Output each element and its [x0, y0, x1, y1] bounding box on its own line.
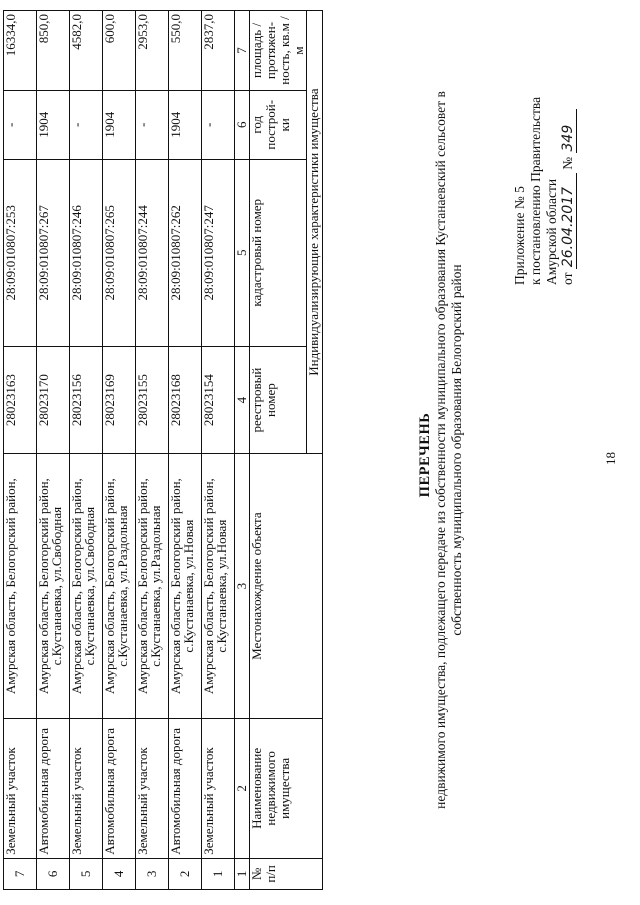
cell-cadastral: 28:09:010807:262	[169, 159, 202, 346]
cell-num: 3	[136, 858, 169, 889]
table-row	[70, 11, 103, 890]
cell-name: Земельный участок	[4, 718, 37, 858]
cell-cadastral: 28:09:010807:247	[202, 159, 235, 346]
cell-name: Автомобильная дорога	[103, 718, 136, 858]
location-line2: с.Кустанаевка, ул.Раздольная	[115, 505, 130, 667]
header-year: год построй-ки	[250, 90, 307, 159]
cell-num: 2	[169, 858, 202, 889]
header-cadastral: кадастровый номер	[250, 159, 307, 346]
cell-area: 2837,0	[202, 11, 235, 91]
cell-registry: 28023168	[169, 346, 202, 453]
location-line1: Амурская область, Белогорский район,	[135, 478, 150, 695]
cell-num: 5	[70, 858, 103, 889]
location-line2: с.Кустанаевка, ул.Раздольная	[148, 505, 163, 667]
cell-location	[4, 454, 37, 719]
cell-area: 600,0	[103, 11, 136, 91]
table-row	[103, 11, 136, 890]
header-name: Наименование недвижимого имущества	[250, 718, 323, 858]
location-line2: с.Кустанаевка, ул.Новая	[214, 519, 229, 653]
cell-cadastral: 28:09:010807:265	[103, 159, 136, 346]
cell-location	[103, 454, 136, 719]
cell-area: 16334,0	[4, 11, 37, 91]
header-registry: реестровый номер	[250, 346, 307, 453]
table-row	[202, 11, 235, 890]
appendix-line3: Амурской области	[544, 178, 559, 285]
header-group: Индивидуализирующие характеристики имущества	[307, 11, 323, 454]
location-line1: Амурская область, Белогорский район,	[36, 478, 51, 695]
table-body	[4, 11, 323, 890]
column-number: 4	[235, 346, 250, 453]
date-prefix: от	[560, 272, 575, 285]
cell-registry: 28023156	[70, 346, 103, 453]
number-prefix: №	[560, 156, 575, 170]
table-row	[169, 11, 202, 890]
location-line1: Амурская область, Белогорский район,	[168, 478, 183, 695]
cell-name: Автомобильная дорога	[37, 718, 70, 858]
cell-registry: 28023154	[202, 346, 235, 453]
cell-cadastral: 28:09:010807:244	[136, 159, 169, 346]
cell-num: 1	[202, 858, 235, 889]
cell-area: 4582,0	[70, 11, 103, 91]
location-line1: Амурская область, Белогорский район,	[201, 478, 216, 695]
cell-year: -	[202, 90, 235, 159]
cell-registry: 28023155	[136, 346, 169, 453]
cell-year: 1904	[37, 90, 70, 159]
subheader-row	[250, 11, 307, 890]
column-number: 6	[235, 90, 250, 159]
location-line1: Амурская область, Белогорский район,	[69, 478, 84, 695]
location-line1: Амурская область, Белогорский район,	[3, 478, 18, 695]
table-row	[4, 11, 37, 890]
cell-area: 550,0	[169, 11, 202, 91]
cell-location	[37, 454, 70, 719]
cell-num: 7	[4, 858, 37, 889]
table-row	[136, 11, 169, 890]
subtitle-line2: собственность муниципального образования Белогорский район	[449, 264, 464, 636]
cell-name: Земельный участок	[70, 718, 103, 858]
column-number: 1	[235, 858, 250, 889]
column-number: 5	[235, 159, 250, 346]
cell-registry: 28023170	[37, 346, 70, 453]
cell-cadastral: 28:09:010807:253	[4, 159, 37, 346]
cell-location	[136, 454, 169, 719]
column-number: 2	[235, 718, 250, 858]
table-row	[37, 11, 70, 890]
header-area: площадь / протяжен-ность, кв.м / м	[250, 11, 307, 91]
cell-registry: 28023163	[4, 346, 37, 453]
cell-registry: 28023169	[103, 346, 136, 453]
header-num: № п/п	[250, 858, 323, 889]
cell-year: -	[70, 90, 103, 159]
cell-year: 1904	[169, 90, 202, 159]
page-number: 18	[603, 452, 618, 465]
cell-location	[169, 454, 202, 719]
subtitle-line1: недвижимого имущества, подлежащего передаче из собственности муниципального образования Кустанаевский сельсовет в	[433, 91, 448, 809]
handwritten-number: 349	[560, 110, 577, 154]
cell-year: 1904	[103, 90, 136, 159]
cell-area: 2953,0	[136, 11, 169, 91]
cell-num: 4	[103, 858, 136, 889]
cell-cadastral: 28:09:010807:267	[37, 159, 70, 346]
column-number-row	[235, 11, 250, 890]
cell-year: -	[4, 90, 37, 159]
cell-year: -	[136, 90, 169, 159]
column-number: 7	[235, 11, 250, 91]
document-title: ПЕРЕЧЕНЬ	[417, 412, 433, 498]
cell-cadastral: 28:09:010807:246	[70, 159, 103, 346]
header-location: Местонахождение объекта	[250, 454, 323, 719]
cell-location	[70, 454, 103, 719]
cell-area: 850,0	[37, 11, 70, 91]
cell-location	[202, 454, 235, 719]
cell-name: Автомобильная дорога	[169, 718, 202, 858]
location-line2: с.Кустанаевка, ул.Свободная	[49, 506, 64, 666]
main-table	[3, 10, 323, 890]
column-number: 3	[235, 454, 250, 719]
location-line1: Амурская область, Белогорский район,	[102, 478, 117, 695]
appendix-line1: Приложение № 5	[512, 186, 527, 285]
cell-name: Земельный участок	[136, 718, 169, 858]
location-line2: с.Кустанаевка, ул.Новая	[181, 519, 196, 653]
handwritten-date: 26.04.2017	[560, 173, 577, 269]
cell-name: Земельный участок	[202, 718, 235, 858]
cell-num: 6	[37, 858, 70, 889]
appendix-line2: к постановлению Правительства	[528, 96, 543, 285]
location-line2: с.Кустанаевка, ул.Свободная	[82, 506, 97, 666]
